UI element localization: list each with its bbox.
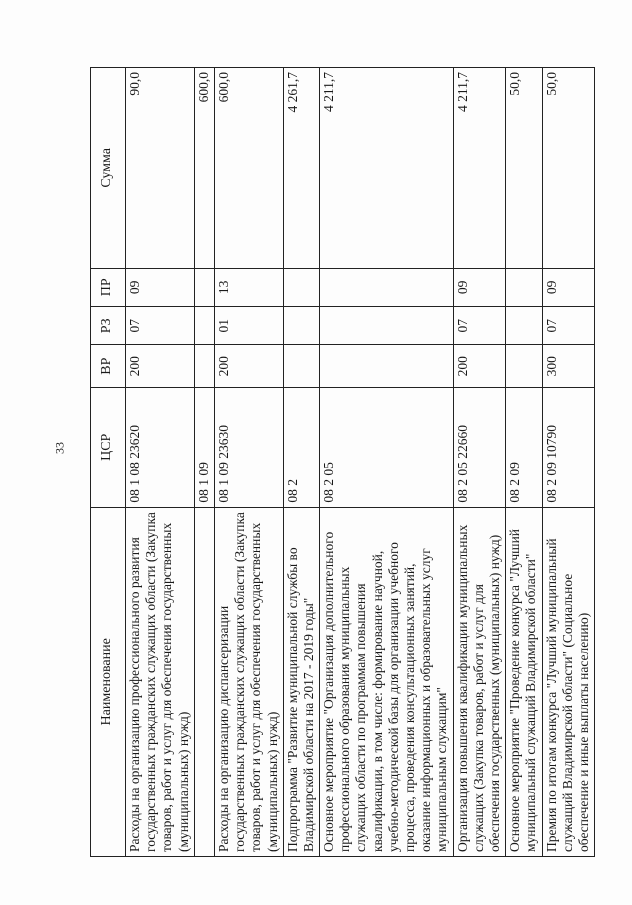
row-csr: 08 2 09 10790 <box>542 387 595 507</box>
row-csr: 08 2 05 22660 <box>453 387 506 507</box>
row-csr: 08 1 09 <box>194 387 214 507</box>
row-vr: 200 <box>126 345 195 387</box>
row-sum: 50,0 <box>542 68 595 269</box>
row-name: Расходы на организацию диспансеризации государственных гражданских служащих области (Закупка товаров, работ и услуг для обеспечения государственных (муниципальных) нужд) <box>214 507 283 856</box>
row-pr: 09 <box>453 268 506 307</box>
row-vr <box>320 345 454 387</box>
row-rz: 07 <box>126 307 195 345</box>
row-vr <box>194 345 214 387</box>
row-rz: 07 <box>542 307 595 345</box>
row-csr: 08 1 08 23620 <box>126 387 195 507</box>
row-sum: 4 211,7 <box>320 68 454 269</box>
row-vr <box>506 345 542 387</box>
row-pr <box>194 268 214 307</box>
header-rz: РЗ <box>91 307 126 345</box>
row-pr: 13 <box>214 268 283 307</box>
row-sum: 600,0 <box>214 68 283 269</box>
row-name <box>194 507 214 856</box>
row-vr: 200 <box>214 345 283 387</box>
table-row <box>320 68 454 857</box>
row-name: Организация повышения квалификации муниципальных служащих (Закупка товаров, работ и услуг для обеспечения государственных (муниципальных) нужд) <box>453 507 506 856</box>
row-rz <box>506 307 542 345</box>
header-pr: ПР <box>91 268 126 307</box>
table-row <box>506 68 542 857</box>
row-rz: 07 <box>453 307 506 345</box>
table-header-row <box>91 68 126 857</box>
row-csr: 08 1 09 23630 <box>214 387 283 507</box>
table-row <box>214 68 283 857</box>
row-rz <box>194 307 214 345</box>
row-sum: 90,0 <box>126 68 195 269</box>
row-sum: 50,0 <box>506 68 542 269</box>
row-name: Подпрограмма "Развитие муниципальной службы во Владимирской области на 2017 - 2019 годы" <box>283 507 319 856</box>
row-name: Основное мероприятие "Организация дополнительного профессионального образования муниципальных служащих области по программам повышения квалификации, в том числе: формирование научной, учебно-методической базы для организации учебного процесса, проведения консультационных занятий, оказание информационных и образовательных услуг муниципальным служащим" <box>320 507 454 856</box>
row-vr <box>283 345 319 387</box>
row-pr <box>283 268 319 307</box>
row-rz <box>283 307 319 345</box>
budget-table <box>90 67 595 857</box>
row-name: Основное мероприятие "Проведение конкурса "Лучший муниципальный служащий Владимирской области" <box>506 507 542 856</box>
row-pr <box>506 268 542 307</box>
rotated-table-container <box>90 67 602 857</box>
row-pr: 09 <box>542 268 595 307</box>
row-pr <box>320 268 454 307</box>
table-row <box>453 68 506 857</box>
row-sum: 600,0 <box>194 68 214 269</box>
row-pr: 09 <box>126 268 195 307</box>
header-name: Наименование <box>91 507 126 856</box>
row-vr: 200 <box>453 345 506 387</box>
header-csr: ЦСР <box>91 387 126 507</box>
table-row <box>194 68 214 857</box>
row-sum: 4 211,7 <box>453 68 506 269</box>
table-row <box>126 68 195 857</box>
header-vr: ВР <box>91 345 126 387</box>
row-csr: 08 2 05 <box>320 387 454 507</box>
row-csr: 08 2 <box>283 387 319 507</box>
row-rz: 01 <box>214 307 283 345</box>
row-sum: 4 261,7 <box>283 68 319 269</box>
table-row <box>542 68 595 857</box>
table-row <box>283 68 319 857</box>
row-rz <box>320 307 454 345</box>
row-csr: 08 2 09 <box>506 387 542 507</box>
page-number: 33 <box>52 442 67 454</box>
header-sum: Сумма <box>91 68 126 269</box>
row-vr: 300 <box>542 345 595 387</box>
row-name: Премия по итогам конкурса "Лучший муниципальный служащий Владимирской области" (Социальное обеспечение и иные выплаты населению) <box>542 507 595 856</box>
row-name: Расходы на организацию профессионального развития государственных гражданских служащих области (Закупка товаров, работ и услуг для обеспечения государственных (муниципальных) нужд) <box>126 507 195 856</box>
